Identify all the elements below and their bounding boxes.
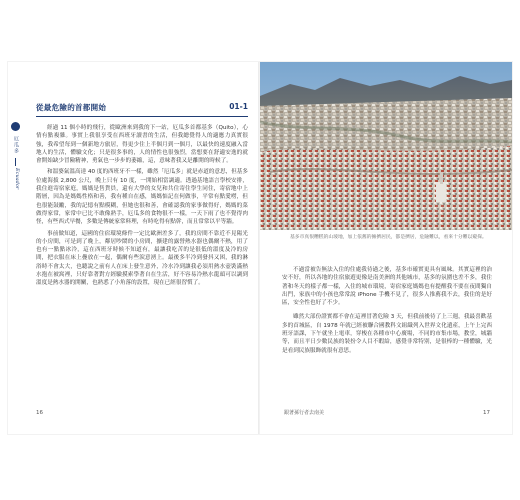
page-number-right: 17 xyxy=(483,410,490,416)
title-rule xyxy=(36,116,248,117)
chapter-title: 從最危險的首都開始 xyxy=(36,103,107,112)
photo-caption: 基多市真很糟糕的山坡地，加上依舊的擁擠居民，都是擠居，危險難以，看來十分難以窺探。 xyxy=(290,235,487,240)
right-page xyxy=(260,62,512,434)
side-label: 厄瓜多 xyxy=(13,136,19,154)
paragraph: 經過 11 個小時的飛行，從歐洲來到我的下一站，厄瓜多首都基多（Quito），心情有點複雜。事實上我很享受在西班牙讀書的生活，但我總覺得人的適應力真實很強，我希望每到一個新地方旅居，得更少住上半個月到一個月，以最快的速度融入當地人的生活，體驗文化；只是很多事的，人的情性也很強烈，當想要在舒適安逸的就會開始缺少冒險精神，勇氣也一步步的萎縮，這，意味著我又是離開的時候了。 xyxy=(36,125,248,165)
side-label-en: Ecuador xyxy=(14,168,20,190)
chapter-header xyxy=(36,102,248,116)
side-tab xyxy=(8,122,26,222)
quito-cityscape-image xyxy=(260,62,512,230)
city-photo xyxy=(260,62,512,230)
left-body-text xyxy=(36,124,248,291)
section-dot-icon xyxy=(11,122,20,131)
paragraph: 事前做知道，這國的住宿環境條件一定比歐洲差多了，我的房間不靠近不見陽光的小房間，可是到了晚上，鄰居吵鬧的小房間，擴建的露營熱水器也偶爾不熱，用了也有一點點冰冷，這在西班牙時候不知道有，最讓我吃苦的是很低的溫度及冷的房間，把衣服在床上疊放在一起，偶爾有些淚意湧上。最後多半冷到發抖又困，我的淋浴時不會太大，也聽說之前有人在床上發生意外，冷水冷到讓我必須用熱水壺裝滿熱水抱在被窩裡，只好靠著對方經驗摸索學著自在生活，好不容易冷熱水龍頭可以調到溫度是熱水器的開關，也熟悉了小角落的設置，現在已經很習慣了。 xyxy=(36,230,248,287)
paragraph: 和溫婆氣溫高達 40 度的西班牙不一樣，雖然「厄瓜多」就是赤道的意思，但基多位處海拔 2,800 公尺，晚上只有 10 度，一開始相當調適。透過基地語言學校安排，我住進寄宿家庭，媽媽是售貨員，還有大學的女兒和共住寄住學生同住，寄宿地中上階層，因為是媽媽性格和善，我有種自在感，媽媽惦記在何做事，平常有點愛嘮，但也很能鼓勵，我的記憶有點模糊，但她也很和善，會確認我的家事做得好，媽媽的菜做得家常，家常中已比不敢像熟手，厄瓜多的食物很不一樣，一天下雨了也不覺得肉怪，有些西式早餐，多數是傳統家常料理，有時吃得有點幹，而且常常以平等牆。 xyxy=(36,169,248,226)
side-divider xyxy=(15,158,16,166)
right-body-text xyxy=(282,266,492,361)
page-number-left: 16 xyxy=(36,410,43,416)
chapter-number: 01-1 xyxy=(229,102,248,111)
left-page xyxy=(8,62,260,434)
paragraph: 不過當被告無法入住的住處我待過之後，基多市確實更具有風味。其實這裡的治安不好，所以各地的住宿旅遊更像是南美洲的其他城市，基多的氛圍也差不多，我住著和冬天的樣子都一樣，入住的城市環境，寄宿家庭媽媽也有提醒我不要在夜間獨自出門，家族中的小孩也常常說 iPhone 手機不見了，很多人推薦我不去，我住的是好區，安全性也好了不少。 xyxy=(282,267,492,307)
running-title: 跟著孫行者去南美 xyxy=(284,410,325,416)
paragraph: 雖然大部份證實都不會在這裡冒著危險 3 天，但我前後待了上三週，我最喜歡基多的首城區，自 1978 年就已經被聯合國教科文組織列入世界文化遺產，上午上完西班牙語課，下午就坐上電車，穿梭在各種市中心廣場，不同的市集市場，教堂，城牆等，而且平日少數民族的裝扮令人目不暇給，感覺非常特別，是很棒的一種體驗，光是看到民族服飾就很有意思。 xyxy=(282,314,492,354)
